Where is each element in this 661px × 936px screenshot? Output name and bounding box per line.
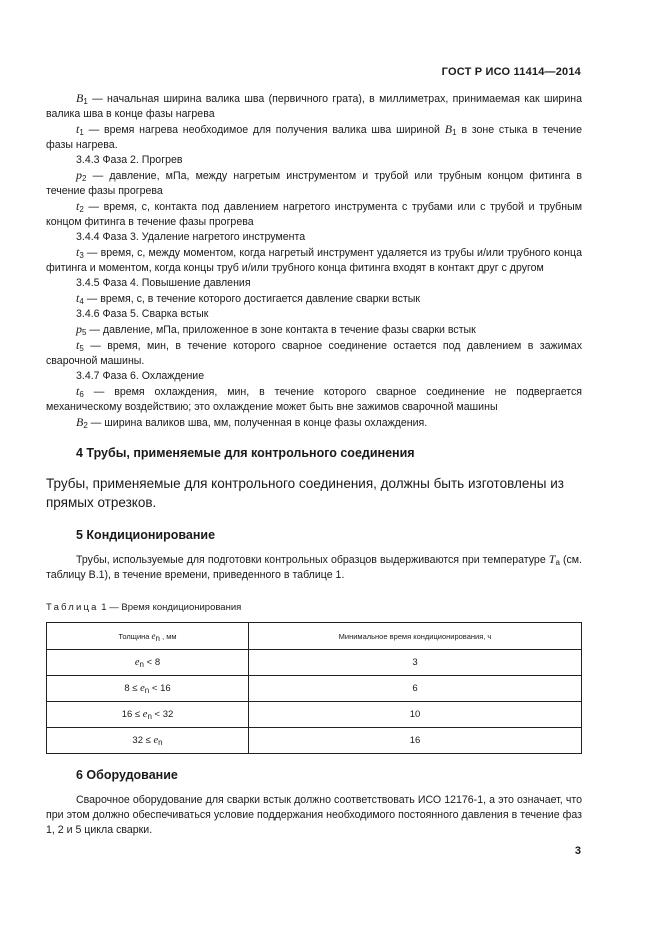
section-4-heading: 4 Трубы, применяемые для контрольного соединения [76,446,415,460]
subsection-3-4-3: 3.4.3 Фаза 2. Прогрев [76,154,183,166]
thickness-cell: $32 \le e_n$ [47,728,249,754]
def-t5: $t_5$ — время, мин, в течение которого сварное соединение остается под давлением в зажимах сварочной машины. [46,338,582,367]
def-b2: $B_2$ — ширина валиков шва, мм, полученная в конце фазы охлаждения. [76,415,428,430]
table-header-row [47,623,582,650]
time-cell: 6 [249,676,582,702]
subsection-3-4-6: 3.4.6 Фаза 5. Сварка встык [76,308,209,320]
page-number: 3 [574,845,581,857]
def-t1: $t_1$ — время нагрева необходимое для получения валика шва шириной $B_1$ в зоне стыка в течение фазы нагрева. [46,122,582,151]
time-cell: 10 [249,702,582,728]
header-min-time: Минимальное время кондиционирования, ч [249,623,582,650]
table-row [47,650,582,676]
def-t4: $t_4$ — время, с, в течение которого достигается давление сварки встык [76,291,420,306]
time-cell: 16 [249,728,582,754]
time-cell: 3 [249,650,582,676]
thickness-cell: $16 \le e_n < 32$ [47,702,249,728]
section-5-heading: 5 Кондиционирование [76,528,216,542]
thickness-cell: $e_n < 8$ [47,650,249,676]
section-5-body: Трубы, используемые для подготовки контрольных образцов выдерживаются при температуре $T_a$ (см. таблицу В.1), в течение времени, приведенного в таблице 1. [46,552,583,581]
section-4-body: Трубы, применяемые для контрольного соединения, должны быть изготовлены из прямых отрезков. [46,476,564,510]
table-row [47,676,582,702]
page-content [46,91,582,838]
table-row [47,728,582,754]
def-p5: $p_5$ — давление, мПа, приложенное в зоне контакта в течение фазы сварки встык [76,322,476,337]
def-p2: $p_2$ — давление, мПа, между нагретым инструментом и трубой или трубным концом фитинга в течение фазы прогрева [46,168,582,197]
symbol: B [76,91,84,105]
subsection-3-4-7: 3.4.7 Фаза 6. Охлаждение [76,370,205,382]
table-1-caption: Таблица 1 — Время кондиционирования [46,602,242,613]
def-t6: $t_6$ — время охлаждения, мин, в течение которого сварное соединение не подвергается механическому воздействию; это охлаждение может быть вне зажимов сварочной машины [46,384,582,413]
thickness-cell: $8 \le e_n < 16$ [47,676,249,702]
subsection-3-4-4: 3.4.4 Фаза 3. Удаление нагретого инструмента [76,231,306,243]
table-row [47,702,582,728]
document-code: ГОСТ Р ИСО 11414—2014 [441,66,581,78]
def-b1: $B_1$ — начальная ширина валика шва (первичного грата), в миллиметрах, принимаемая как ширина валика шва в конце фазы нагрева [46,91,582,120]
section-6-body: Сварочное оборудование для сварки встык должно соответствовать ИСО 12176-1, а это означает, что при этом должно обеспечиваться условие поддержания необходимого постоянного давления в течение фаз 1, 2 и 5 цикла сварки. [46,794,582,836]
def-t2: $t_2$ — время, с, контакта под давлением нагретого инструмента с трубами или с трубой и трубным концом фитинга в течение фазы прогрева [46,199,582,228]
conditioning-time-table [46,622,582,754]
def-t3: $t_3$ — время, с, между моментом, когда нагретый инструмент удаляется из трубы и/или трубного конца фитинга и моментом, когда концы труб и/или трубного конца фитинга входят в контакт друг с другом [46,245,582,274]
header-thickness: Толщина $e_n$ , мм [47,623,249,650]
subsection-3-4-5: 3.4.5 Фаза 4. Повышение давления [76,277,251,289]
section-6-heading: 6 Оборудование [76,768,178,782]
